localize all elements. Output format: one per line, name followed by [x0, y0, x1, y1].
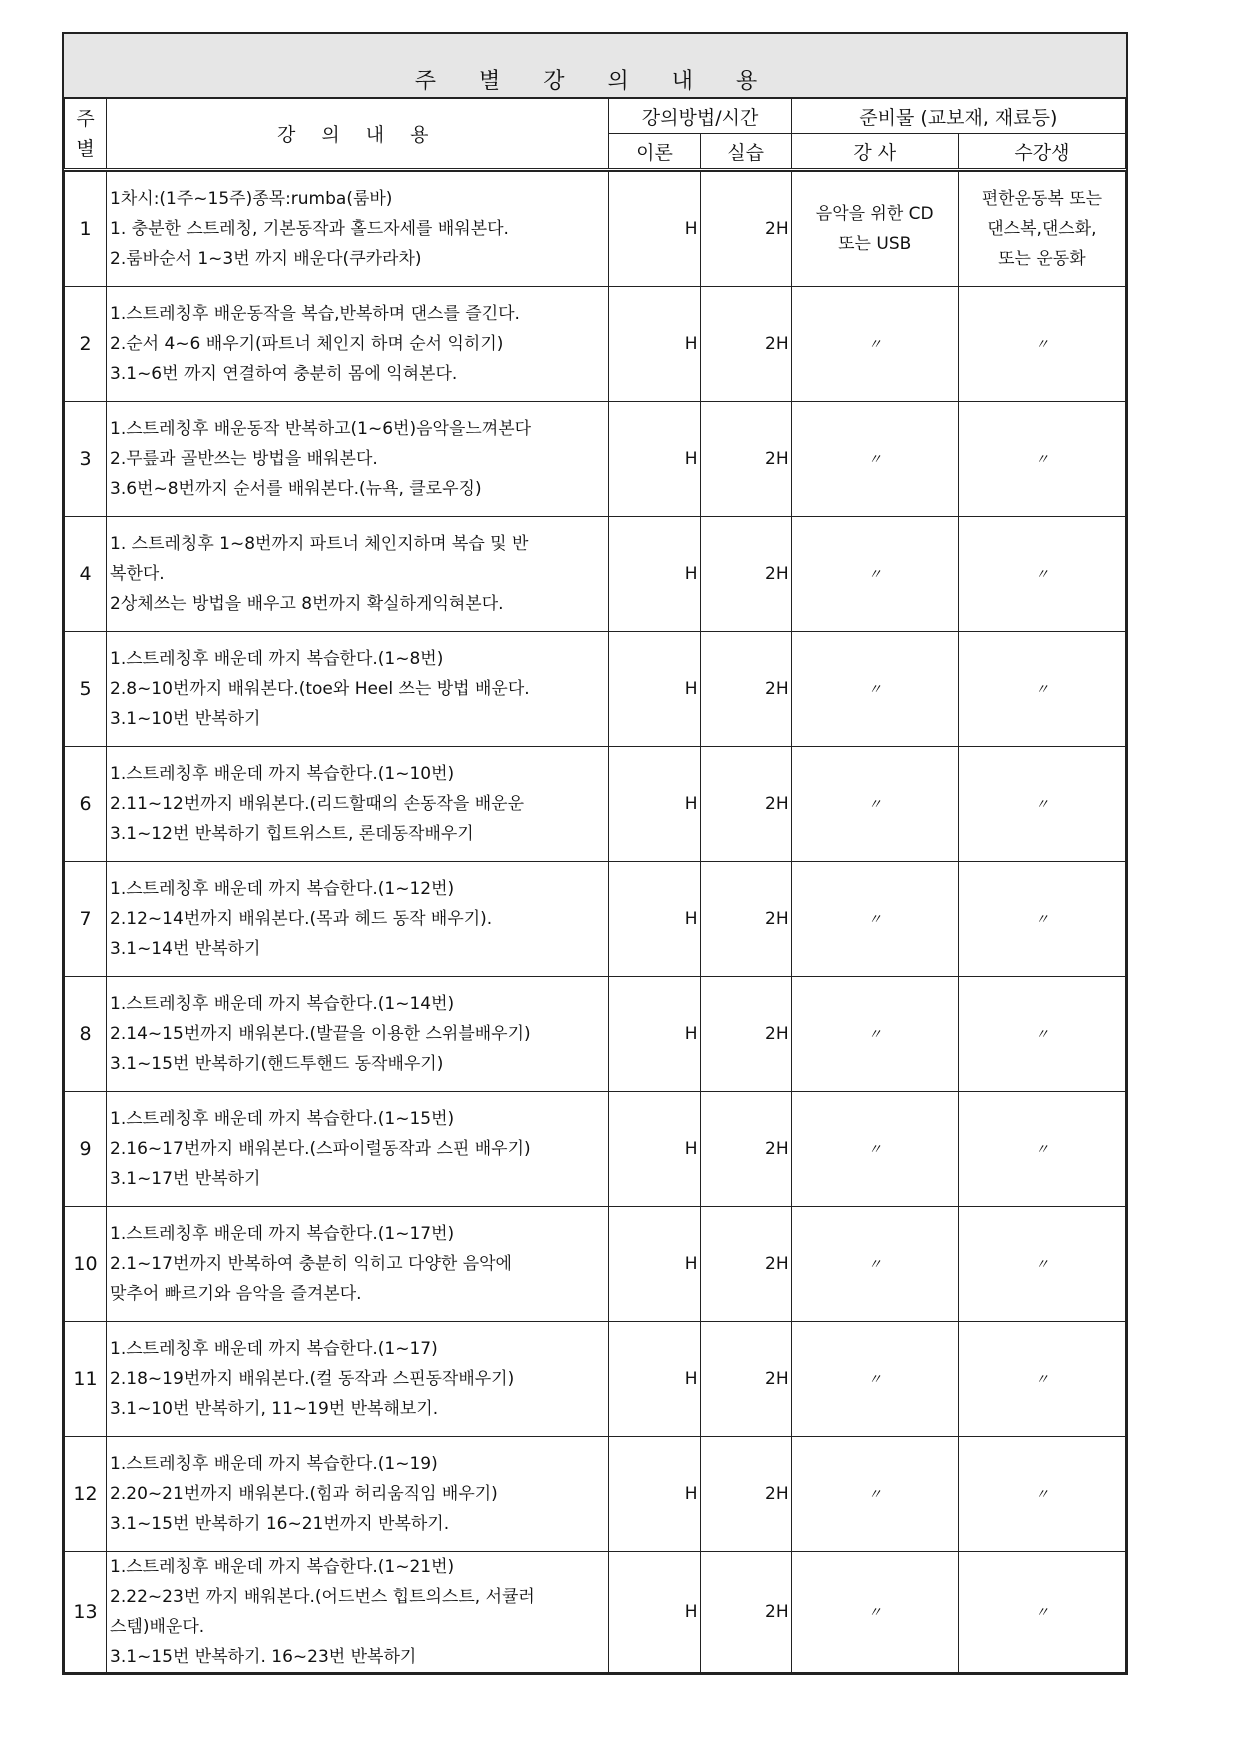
- practice-hours: 2H: [700, 517, 791, 632]
- content-line: 2.룸바순서 1~3번 까지 배운다(쿠카라차): [110, 249, 422, 269]
- instructor-materials: [791, 1207, 958, 1322]
- student-materials: [958, 1552, 1125, 1673]
- instructor-materials: [791, 1437, 958, 1552]
- student-materials: [958, 1322, 1125, 1437]
- practice-hours: 2H: [700, 1437, 791, 1552]
- lecture-content: [107, 977, 609, 1092]
- week-number: 3: [65, 402, 107, 517]
- student-materials: [958, 977, 1125, 1092]
- instructor-materials: [791, 1322, 958, 1437]
- theory-hours: H: [609, 402, 700, 517]
- theory-hours: H: [609, 1322, 700, 1437]
- lecture-content: [107, 1322, 609, 1437]
- header-week-label: 주 별: [76, 107, 95, 160]
- week-number: 9: [65, 1092, 107, 1207]
- theory-hours: H: [609, 632, 700, 747]
- instructor-materials-text: 〃: [867, 1604, 882, 1621]
- content-line: 맞추어 빠르기와 음악을 즐겨본다.: [110, 1284, 362, 1304]
- instructor-materials-text: 〃: [867, 451, 882, 468]
- header-method: 강의방법/시간: [609, 99, 791, 134]
- instructor-materials-text: 〃: [867, 1141, 882, 1158]
- content-line: 1. 스트레칭후 1~8번까지 파트너 체인지하며 복습 및 반: [110, 534, 529, 554]
- instructor-materials: [791, 1092, 958, 1207]
- student-materials: [958, 632, 1125, 747]
- lecture-content: [107, 287, 609, 402]
- instructor-materials: [791, 402, 958, 517]
- table-row: [65, 1322, 1126, 1437]
- instructor-materials-text: 〃: [867, 681, 882, 698]
- student-materials: [958, 747, 1125, 862]
- content-line: 3.1~15번 반복하기. 16~23번 반복하기: [110, 1647, 417, 1667]
- table-row: [65, 1552, 1126, 1673]
- content-line: 2.20~21번까지 배워본다.(힘과 허리움직임 배우기): [110, 1484, 498, 1504]
- week-number: 12: [65, 1437, 107, 1552]
- table-row: [65, 1092, 1126, 1207]
- instructor-materials: [791, 862, 958, 977]
- content-line: 1.스트레칭후 배운데 까지 복습한다.(1~8번): [110, 649, 444, 669]
- content-line: 1차시:(1주~15주)종목:rumba(룸바): [110, 189, 393, 209]
- theory-hours: H: [609, 977, 700, 1092]
- instructor-materials-text: 〃: [867, 336, 882, 353]
- content-line: 1.스트레칭후 배운동작 반복하고(1~6번)음악을느껴본다: [110, 419, 532, 439]
- content-line: 1.스트레칭후 배운데 까지 복습한다.(1~19): [110, 1454, 438, 1474]
- week-number: 10: [65, 1207, 107, 1322]
- content-line: 1.스트레칭후 배운데 까지 복습한다.(1~21번): [110, 1557, 455, 1577]
- table-row: [65, 402, 1126, 517]
- content-line: 1.스트레칭후 배운데 까지 복습한다.(1~17번): [110, 1224, 455, 1244]
- header-theory: 이론: [609, 134, 700, 169]
- content-line: 스템)배운다.: [110, 1617, 205, 1637]
- student-materials: [958, 862, 1125, 977]
- content-line: 복한다.: [110, 564, 165, 584]
- header-week: [65, 99, 107, 169]
- page-title: 주 별 강 의 내 용: [64, 34, 1126, 98]
- student-materials-text: 〃: [1034, 796, 1049, 813]
- content-line: 1. 충분한 스트레칭, 기본동작과 홀드자세를 배워본다.: [110, 219, 509, 239]
- instructor-materials: [791, 747, 958, 862]
- theory-hours: H: [609, 747, 700, 862]
- practice-hours: 2H: [700, 287, 791, 402]
- lecture-content: [107, 402, 609, 517]
- student-materials: [958, 1092, 1125, 1207]
- content-line: 2.18~19번까지 배워본다.(컬 동작과 스핀동작배우기): [110, 1369, 515, 1389]
- practice-hours: 2H: [700, 402, 791, 517]
- theory-hours: H: [609, 1552, 700, 1673]
- student-materials: [958, 402, 1125, 517]
- syllabus-rows: [65, 171, 1126, 1673]
- header-practice: 실습: [700, 134, 791, 169]
- student-materials: [958, 171, 1125, 287]
- theory-hours: H: [609, 1437, 700, 1552]
- week-number: 1: [65, 171, 107, 287]
- practice-hours: 2H: [700, 862, 791, 977]
- content-line: 2.22~23번 까지 배워본다.(어드번스 힙트의스트, 서큘러: [110, 1587, 535, 1607]
- content-line: 1.스트레칭후 배운데 까지 복습한다.(1~12번): [110, 879, 455, 899]
- instructor-materials-text: 〃: [867, 1371, 882, 1388]
- practice-hours: 2H: [700, 1322, 791, 1437]
- student-materials-text: 편한운동복 또는 댄스복,댄스화, 또는 운동화: [981, 189, 1103, 269]
- instructor-materials-text: 〃: [867, 911, 882, 928]
- student-materials: [958, 287, 1125, 402]
- practice-hours: 2H: [700, 1207, 791, 1322]
- practice-hours: 2H: [700, 977, 791, 1092]
- table-row: [65, 862, 1126, 977]
- lecture-content: [107, 747, 609, 862]
- lecture-content: [107, 862, 609, 977]
- content-line: 3.1~17번 반복하기: [110, 1169, 261, 1189]
- week-number: 11: [65, 1322, 107, 1437]
- practice-hours: 2H: [700, 171, 791, 287]
- theory-hours: H: [609, 862, 700, 977]
- lecture-content: [107, 1092, 609, 1207]
- lecture-content: [107, 632, 609, 747]
- theory-hours: H: [609, 171, 700, 287]
- content-line: 1.스트레칭후 배운동작을 복습,반복하며 댄스를 즐긴다.: [110, 304, 520, 324]
- content-line: 2.8~10번까지 배워본다.(toe와 Heel 쓰는 방법 배운다.: [110, 679, 530, 699]
- content-line: 2.16~17번까지 배워본다.(스파이럴동작과 스핀 배우기): [110, 1139, 531, 1159]
- week-number: 2: [65, 287, 107, 402]
- instructor-materials: [791, 171, 958, 287]
- instructor-materials: [791, 1552, 958, 1673]
- content-line: 3.1~15번 반복하기 16~21번까지 반복하기.: [110, 1514, 450, 1534]
- student-materials: [958, 1207, 1125, 1322]
- practice-hours: 2H: [700, 632, 791, 747]
- table-row: [65, 977, 1126, 1092]
- practice-hours: 2H: [700, 747, 791, 862]
- content-line: 3.1~12번 반복하기 힙트위스트, 론데동작배우기: [110, 824, 474, 844]
- instructor-materials-text: 〃: [867, 1256, 882, 1273]
- table-row: [65, 747, 1126, 862]
- week-number: 8: [65, 977, 107, 1092]
- instructor-materials-text: 〃: [867, 566, 882, 583]
- lecture-content: [107, 517, 609, 632]
- practice-hours: 2H: [700, 1092, 791, 1207]
- lecture-content: [107, 1552, 609, 1673]
- week-number: 4: [65, 517, 107, 632]
- content-line: 3.1~10번 반복하기: [110, 709, 261, 729]
- theory-hours: H: [609, 517, 700, 632]
- theory-hours: H: [609, 287, 700, 402]
- student-materials-text: 〃: [1034, 566, 1049, 583]
- content-line: 2상체쓰는 방법을 배우고 8번까지 확실하게익혀본다.: [110, 594, 504, 614]
- student-materials-text: 〃: [1034, 1026, 1049, 1043]
- table-row: [65, 517, 1126, 632]
- theory-hours: H: [609, 1207, 700, 1322]
- content-line: 3.1~10번 반복하기, 11~19번 반복해보기.: [110, 1399, 439, 1419]
- content-line: 1.스트레칭후 배운데 까지 복습한다.(1~17): [110, 1339, 438, 1359]
- header-student: 수강생: [958, 134, 1125, 169]
- student-materials: [958, 1437, 1125, 1552]
- lecture-content: [107, 171, 609, 287]
- header-materials: 준비물 (교보재, 재료등): [791, 99, 1125, 134]
- table-row: [65, 632, 1126, 747]
- student-materials-text: 〃: [1034, 336, 1049, 353]
- student-materials: [958, 517, 1125, 632]
- content-line: 2.1~17번까지 반복하여 충분히 익히고 다양한 음악에: [110, 1254, 512, 1274]
- lecture-content: [107, 1207, 609, 1322]
- instructor-materials-text: 〃: [867, 1026, 882, 1043]
- student-materials-text: 〃: [1034, 1371, 1049, 1388]
- week-number: 13: [65, 1552, 107, 1673]
- content-line: 1.스트레칭후 배운데 까지 복습한다.(1~15번): [110, 1109, 455, 1129]
- table-row: [65, 1207, 1126, 1322]
- instructor-materials: [791, 517, 958, 632]
- content-line: 2.11~12번까지 배워본다.(리드할때의 손동작을 배운운: [110, 794, 525, 814]
- week-number: 6: [65, 747, 107, 862]
- theory-hours: H: [609, 1092, 700, 1207]
- instructor-materials-text: 〃: [867, 1486, 882, 1503]
- content-line: 3.1~15번 반복하기(핸드투핸드 동작배우기): [110, 1054, 444, 1074]
- content-line: 3.1~6번 까지 연결하여 충분히 몸에 익혀본다.: [110, 364, 458, 384]
- instructor-materials: [791, 632, 958, 747]
- table-row: [65, 287, 1126, 402]
- student-materials-text: 〃: [1034, 911, 1049, 928]
- content-line: 1.스트레칭후 배운데 까지 복습한다.(1~10번): [110, 764, 455, 784]
- instructor-materials-text: 음악을 위한 CD 또는 USB: [815, 204, 934, 254]
- student-materials-text: 〃: [1034, 451, 1049, 468]
- instructor-materials-text: 〃: [867, 796, 882, 813]
- content-line: 3.1~14번 반복하기: [110, 939, 261, 959]
- student-materials-text: 〃: [1034, 1256, 1049, 1273]
- weekly-syllabus-sheet: [62, 32, 1128, 1675]
- content-line: 2.14~15번까지 배워본다.(발끝을 이용한 스위블배우기): [110, 1024, 531, 1044]
- instructor-materials: [791, 977, 958, 1092]
- lecture-content: [107, 1437, 609, 1552]
- content-line: 2.순서 4~6 배우기(파트너 체인지 하며 순서 익히기): [110, 334, 504, 354]
- week-number: 7: [65, 862, 107, 977]
- practice-hours: 2H: [700, 1552, 791, 1673]
- content-line: 3.6번~8번까지 순서를 배워본다.(뉴욕, 클로우징): [110, 479, 482, 499]
- student-materials-text: 〃: [1034, 681, 1049, 698]
- week-number: 5: [65, 632, 107, 747]
- table-row: [65, 171, 1126, 287]
- table-row: [65, 1437, 1126, 1552]
- header-content: 강 의 내 용: [107, 99, 609, 169]
- content-line: 2.12~14번까지 배워본다.(목과 헤드 동작 배우기).: [110, 909, 493, 929]
- student-materials-text: 〃: [1034, 1141, 1049, 1158]
- content-line: 2.무릎과 골반쓰는 방법을 배워본다.: [110, 449, 378, 469]
- header-instructor: 강 사: [791, 134, 958, 169]
- instructor-materials: [791, 287, 958, 402]
- content-line: 1.스트레칭후 배운데 까지 복습한다.(1~14번): [110, 994, 455, 1014]
- student-materials-text: 〃: [1034, 1604, 1049, 1621]
- syllabus-table: [64, 98, 1126, 1673]
- student-materials-text: 〃: [1034, 1486, 1049, 1503]
